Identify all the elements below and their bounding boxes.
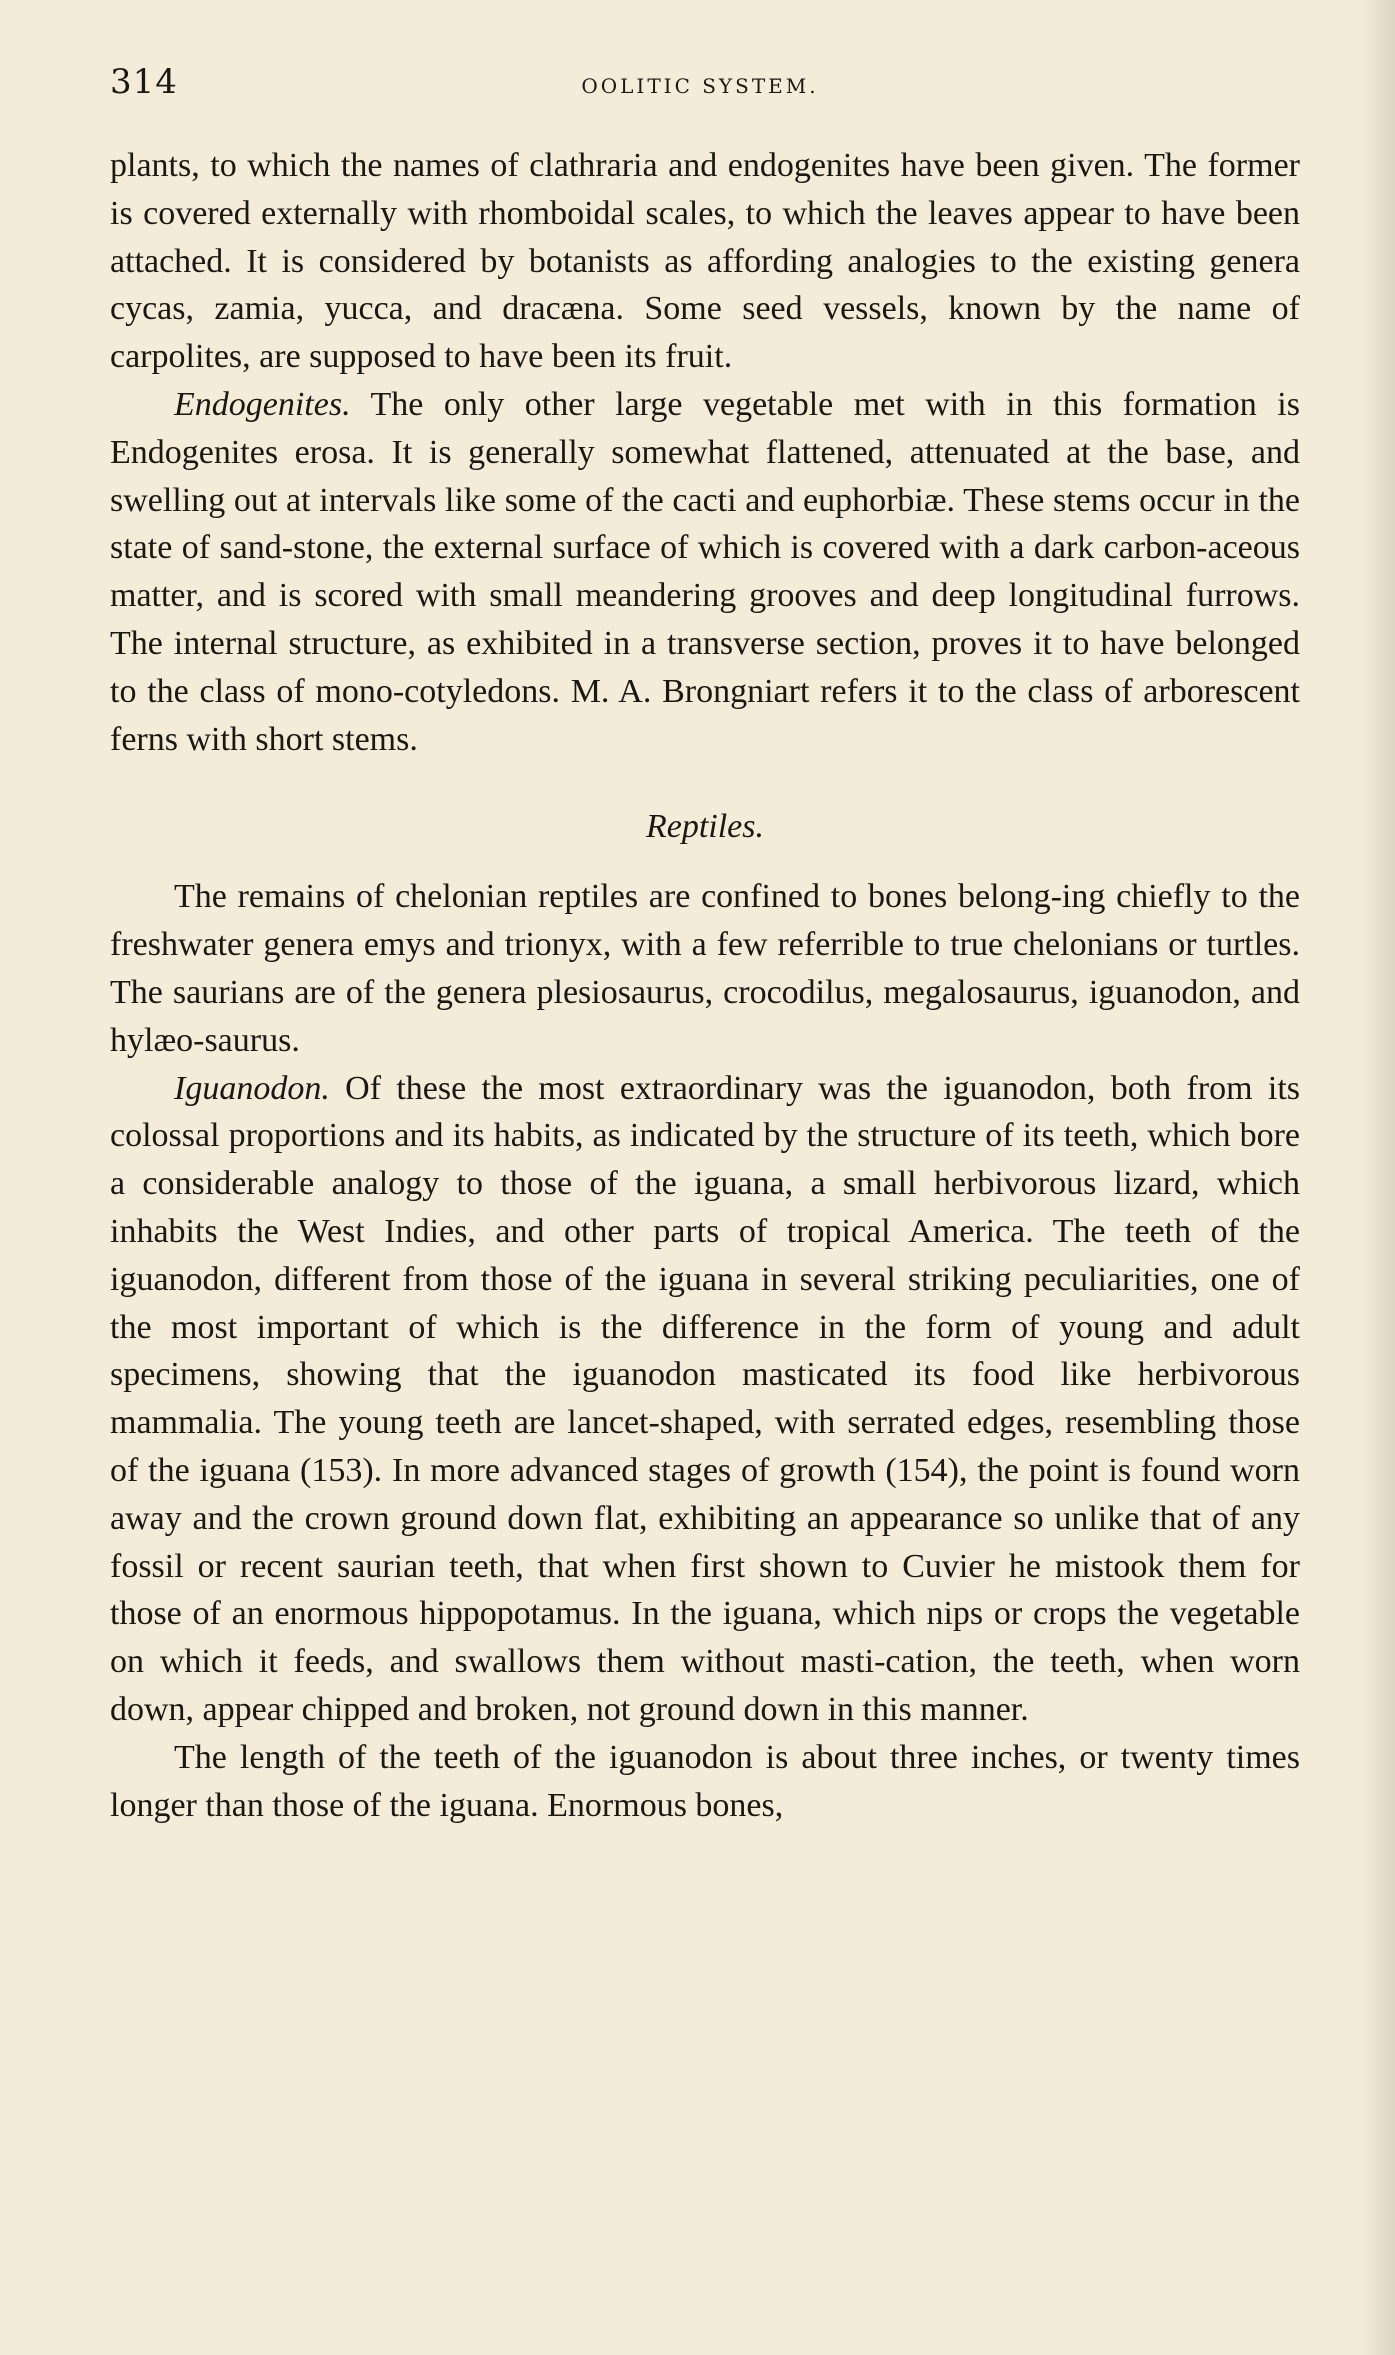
paragraph-iguanodon: [110, 1065, 1300, 1734]
paragraph-clathraria: [110, 142, 1300, 381]
running-head: OOLITIC SYSTEM.: [581, 74, 819, 98]
paragraph-text: Of these the most extraordinary was the iguanodon, both from its colossal proportions and its habits, as indicated by the structure of its teeth, which bore a considerable analogy to those of the iguana, a small herbivorous lizard, which inhabits the West Indies, and other parts of tropical America. The teeth of the iguanodon, different from those of the iguana in several striking peculiarities, one of the most important of which is the difference in the form of young and adult specimens, showing that the iguanodon masticated its food like herbivorous mammalia. The young teeth are lancet-shaped, with serrated edges, resembling those of the iguana (153). In more advanced stages of growth (154), the point is found worn away and the crown ground down flat, exhibiting an appearance so unlike that of any fossil or recent saurian teeth, that when first shown to Cuvier he mistook them for those of an enormous hippopotamus. In the iguana, which nips or crops the vegetable on which it feeds, and swallows them without masti-cation, the teeth, when worn down, appear chipped and broken, not ground down in this manner.: [110, 1069, 1300, 1728]
run-in-heading-endogenites: Endogenites.: [174, 385, 351, 423]
page-header: [110, 62, 1290, 110]
page-edge-shadow: [1361, 0, 1395, 2355]
run-in-heading-iguanodon: Iguanodon.: [174, 1069, 330, 1107]
paragraph-text: The length of the teeth of the iguanodon is about three inches, or twenty times longer than those of the iguana. Enormous bones,: [110, 1738, 1300, 1824]
section-heading-reptiles: Reptiles.: [645, 808, 765, 846]
page-number: 314: [110, 62, 178, 102]
paragraph-text: The only other large vegetable met with in this formation is Endogenites erosa. It is generally somewhat flattened, attenuated at the base, and swelling out at intervals like some of the cacti and euphorbiæ. These stems occur in the state of sand-stone, the external surface of which is covered with a dark carbon-aceous matter, and is scored with small meandering grooves and deep longitudinal furrows. The internal structure, as exhibited in a transverse section, proves it to have belonged to the class of mono-cotyledons. M. A. Brongniart refers it to the class of arborescent ferns with short stems.: [110, 385, 1300, 758]
body-text: [110, 142, 1300, 1829]
paragraph-teeth-length: [110, 1734, 1300, 1830]
paragraph-chelonian: [110, 873, 1300, 1064]
paragraph-text: The remains of chelonian reptiles are confined to bones belong-ing chiefly to the freshwater genera emys and trionyx, with a few referrible to true chelonians or turtles. The saurians are of the genera plesiosaurus, crocodilus, megalosaurus, iguanodon, and hylæo-saurus.: [110, 878, 1300, 1059]
paragraph-text: plants, to which the names of clathraria and endogenites have been given. The former is covered externally with rhomboidal scales, to which the leaves appear to have been attached. It is considered by botanists as affording analogies to the existing genera cycas, zamia, yucca, and dracæna. Some seed vessels, known by the name of carpolites, are supposed to have been its fruit.: [110, 147, 1300, 376]
paragraph-endogenites: [110, 381, 1300, 763]
